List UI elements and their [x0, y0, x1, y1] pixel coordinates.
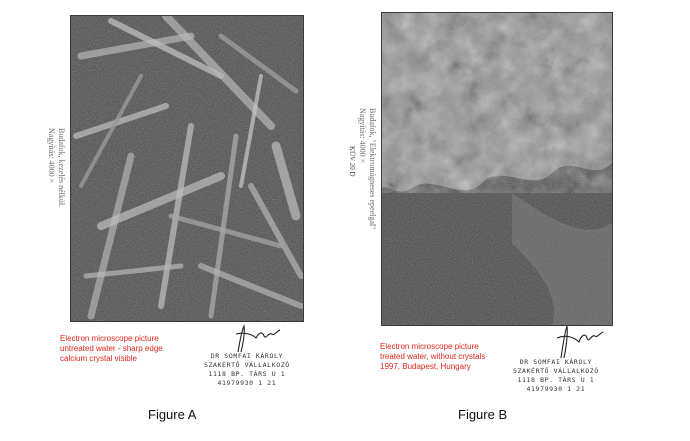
figure-b-caption [380, 342, 485, 372]
figure-b-stamp [513, 358, 599, 394]
figure-a-label: Figure A [148, 407, 197, 422]
figure-a-side-line-2: Nagyítás: 4000 × [47, 128, 56, 184]
figure-a-caption [60, 334, 163, 364]
figure-b-side-caption [357, 108, 377, 229]
figure-b-side-line-1: Budafok, "Elektromágneses epeelgal" [368, 108, 377, 230]
figure-a-signature [224, 322, 286, 356]
figure-b-stamp-line-2: SZAKÉRTŐ VÁLLALKOZÓ [513, 367, 599, 375]
figure-a-side-caption [46, 128, 66, 207]
figure-b-stamp-line-1: DR SOMFAI KÁROLY [519, 358, 592, 366]
figure-a-stamp-line-3: 1118 BP. TÁRS U 1 [208, 370, 286, 378]
figure-a-caption-line-2: untreated water - sharp edge [60, 344, 163, 353]
figure-a-side-line-1: Budafok, kezelés nélkül. [57, 128, 66, 208]
figure-b-caption-line-3: 1997, Budapest, Hungary [380, 362, 471, 371]
figure-b-side-line-2: Nagyítás: 4000 × [358, 108, 367, 164]
micrograph-untreated-water [70, 15, 304, 322]
figure-b-side-code: KÜV 20 D [348, 146, 356, 177]
figure-a-caption-line-1: Electron microscope picture [60, 334, 159, 343]
figure-a-stamp-line-4: 41979930 1 21 [217, 379, 277, 387]
figure-a-stamp-line-1: DR SOMFAI KÁROLY [210, 352, 283, 360]
figure-a-stamp-line-2: SZAKÉRTŐ VÁLLALKOZÓ [204, 361, 290, 369]
figure-b-stamp-line-3: 1118 BP. TÁRS U 1 [517, 376, 595, 384]
figure-b-panel [345, 0, 690, 441]
figure-b-signature [547, 322, 609, 362]
figure-a-caption-line-3: calcium crystal visible [60, 354, 137, 363]
figure-b-caption-line-2: treated water, without crystals [380, 352, 486, 361]
figure-b-caption-line-1: Electron microscope picture [380, 342, 479, 351]
micrograph-treated-water [381, 12, 613, 326]
figure-b-stamp-line-4: 41979930 1 21 [526, 385, 586, 393]
figure-b-label: Figure B [458, 407, 508, 422]
figure-a-stamp [204, 352, 290, 388]
